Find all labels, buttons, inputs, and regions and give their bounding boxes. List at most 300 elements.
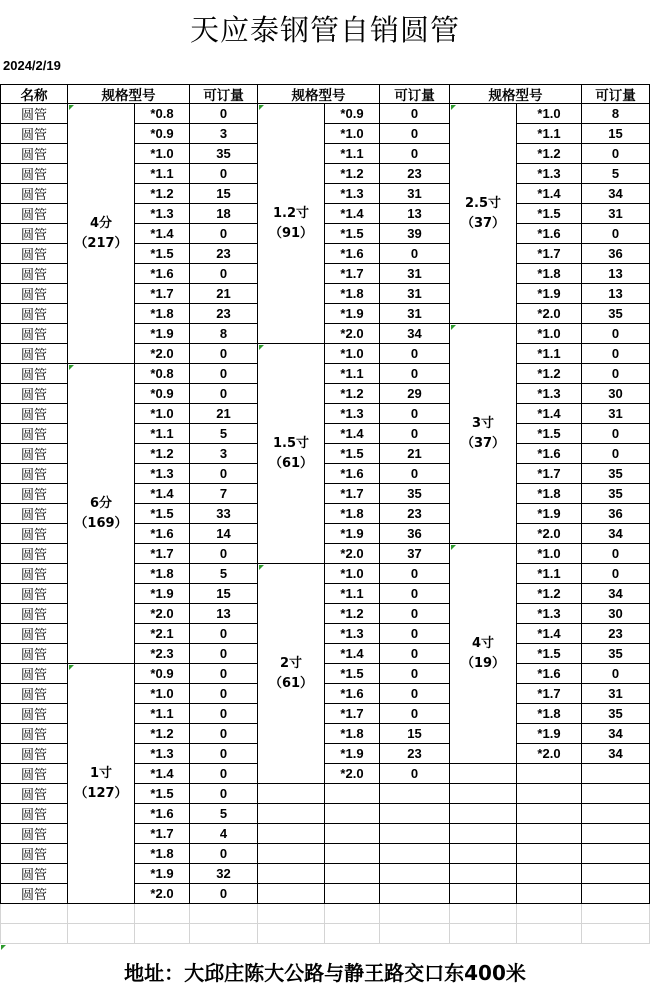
spec-cell: *1.8 bbox=[325, 724, 380, 744]
row-label: 圆管 bbox=[0, 704, 68, 724]
row-label: 圆管 bbox=[0, 744, 68, 764]
qty-cell: 0 bbox=[582, 564, 650, 584]
row-label: 圆管 bbox=[0, 864, 68, 884]
qty-cell: 4 bbox=[190, 824, 258, 844]
qty-cell: 0 bbox=[380, 584, 450, 604]
row-label: 圆管 bbox=[0, 764, 68, 784]
row-label: 圆管 bbox=[0, 724, 68, 744]
row-label: 圆管 bbox=[0, 684, 68, 704]
spec-cell: *1.8 bbox=[135, 844, 190, 864]
empty-cell bbox=[380, 884, 450, 904]
qty-cell: 0 bbox=[380, 564, 450, 584]
qty-cell: 0 bbox=[190, 724, 258, 744]
qty-cell: 23 bbox=[190, 244, 258, 264]
spec-cell: *1.7 bbox=[325, 264, 380, 284]
spec-cell: *1.2 bbox=[517, 144, 582, 164]
size-group-label: 3寸 bbox=[471, 415, 495, 431]
empty-cell bbox=[258, 784, 325, 804]
size-group bbox=[450, 544, 517, 764]
comment-marker-icon bbox=[451, 105, 456, 110]
qty-cell: 31 bbox=[582, 404, 650, 424]
empty-cell bbox=[517, 784, 582, 804]
spec-cell: *1.6 bbox=[325, 464, 380, 484]
spec-cell: *1.8 bbox=[135, 564, 190, 584]
row-label: 圆管 bbox=[0, 824, 68, 844]
row-label: 圆管 bbox=[0, 884, 68, 904]
qty-cell: 0 bbox=[190, 624, 258, 644]
qty-cell: 0 bbox=[380, 764, 450, 784]
spec-cell: *1.3 bbox=[135, 744, 190, 764]
spec-cell: *1.6 bbox=[135, 804, 190, 824]
empty-cell bbox=[450, 804, 517, 824]
grid-cell bbox=[190, 904, 258, 924]
spec-cell: *1.5 bbox=[135, 244, 190, 264]
spec-cell: *1.4 bbox=[517, 624, 582, 644]
spec-cell: *1.9 bbox=[517, 504, 582, 524]
empty-cell bbox=[582, 884, 650, 904]
row-label: 圆管 bbox=[0, 604, 68, 624]
empty-cell bbox=[450, 784, 517, 804]
spec-cell: *1.1 bbox=[325, 584, 380, 604]
qty-cell: 0 bbox=[582, 444, 650, 464]
size-group-total: （37） bbox=[460, 215, 506, 231]
empty-cell bbox=[450, 764, 517, 784]
spec-cell: *1.6 bbox=[135, 264, 190, 284]
grid-cell bbox=[582, 904, 650, 924]
header-spec: 规格型号 bbox=[450, 84, 582, 104]
spec-cell: *1.9 bbox=[135, 324, 190, 344]
empty-cell bbox=[517, 864, 582, 884]
spec-cell: *1.2 bbox=[517, 364, 582, 384]
qty-cell: 0 bbox=[582, 344, 650, 364]
spec-cell: *1.6 bbox=[325, 684, 380, 704]
qty-cell: 31 bbox=[380, 264, 450, 284]
size-group bbox=[258, 344, 325, 564]
spec-cell: *1.3 bbox=[325, 624, 380, 644]
grid-cell bbox=[380, 924, 450, 944]
qty-cell: 13 bbox=[582, 264, 650, 284]
spec-cell: *1.0 bbox=[135, 404, 190, 424]
empty-cell bbox=[380, 864, 450, 884]
spec-cell: *1.3 bbox=[135, 204, 190, 224]
spec-cell: *1.0 bbox=[517, 324, 582, 344]
spec-cell: *1.5 bbox=[517, 644, 582, 664]
spec-cell: *1.0 bbox=[135, 144, 190, 164]
header-spec: 规格型号 bbox=[68, 84, 190, 104]
qty-cell: 0 bbox=[380, 624, 450, 644]
size-group bbox=[68, 104, 135, 364]
qty-cell: 14 bbox=[190, 524, 258, 544]
size-group-total: （19） bbox=[460, 655, 506, 671]
qty-cell: 15 bbox=[190, 184, 258, 204]
spec-cell: *1.7 bbox=[517, 464, 582, 484]
empty-cell bbox=[380, 804, 450, 824]
grid-cell bbox=[450, 924, 517, 944]
qty-cell: 0 bbox=[190, 764, 258, 784]
qty-cell: 30 bbox=[582, 384, 650, 404]
grid-cell bbox=[325, 924, 380, 944]
row-label: 圆管 bbox=[0, 184, 68, 204]
qty-cell: 34 bbox=[582, 184, 650, 204]
spec-cell: *1.9 bbox=[325, 304, 380, 324]
qty-cell: 3 bbox=[190, 444, 258, 464]
grid-cell bbox=[68, 904, 135, 924]
qty-cell: 5 bbox=[190, 564, 258, 584]
spec-cell: *1.6 bbox=[325, 244, 380, 264]
qty-cell: 0 bbox=[380, 124, 450, 144]
spec-cell: *1.4 bbox=[325, 204, 380, 224]
spec-cell: *1.3 bbox=[325, 404, 380, 424]
header-spec: 规格型号 bbox=[258, 84, 380, 104]
spec-cell: *1.1 bbox=[517, 124, 582, 144]
qty-cell: 15 bbox=[582, 124, 650, 144]
size-group-label: 2.5寸 bbox=[464, 195, 502, 211]
qty-cell: 13 bbox=[380, 204, 450, 224]
row-label: 圆管 bbox=[0, 264, 68, 284]
spec-cell: *2.3 bbox=[135, 644, 190, 664]
grid-cell bbox=[190, 924, 258, 944]
header-qty: 可订量 bbox=[582, 84, 650, 104]
spec-cell: *1.5 bbox=[135, 784, 190, 804]
spec-cell: *1.4 bbox=[135, 764, 190, 784]
empty-cell bbox=[325, 844, 380, 864]
qty-cell: 0 bbox=[190, 884, 258, 904]
qty-cell: 7 bbox=[190, 484, 258, 504]
spec-cell: *1.5 bbox=[517, 204, 582, 224]
row-label: 圆管 bbox=[0, 144, 68, 164]
empty-cell bbox=[582, 764, 650, 784]
qty-cell: 31 bbox=[582, 204, 650, 224]
qty-cell: 35 bbox=[380, 484, 450, 504]
spec-cell: *1.0 bbox=[135, 684, 190, 704]
empty-cell bbox=[258, 824, 325, 844]
qty-cell: 0 bbox=[380, 664, 450, 684]
row-label: 圆管 bbox=[0, 644, 68, 664]
qty-cell: 0 bbox=[190, 224, 258, 244]
spec-cell: *1.7 bbox=[517, 684, 582, 704]
comment-marker-icon bbox=[259, 565, 264, 570]
qty-cell: 0 bbox=[380, 104, 450, 124]
qty-cell: 8 bbox=[582, 104, 650, 124]
qty-cell: 23 bbox=[380, 164, 450, 184]
size-group-label: 6分 bbox=[89, 495, 113, 511]
grid-cell bbox=[582, 924, 650, 944]
spec-cell: *1.2 bbox=[325, 604, 380, 624]
row-label: 圆管 bbox=[0, 844, 68, 864]
qty-cell: 5 bbox=[582, 164, 650, 184]
spec-cell: *1.2 bbox=[135, 444, 190, 464]
size-group-label: 2寸 bbox=[279, 655, 303, 671]
spec-cell: *1.9 bbox=[517, 724, 582, 744]
qty-cell: 0 bbox=[582, 144, 650, 164]
qty-cell: 15 bbox=[380, 724, 450, 744]
qty-cell: 0 bbox=[190, 744, 258, 764]
qty-cell: 31 bbox=[380, 284, 450, 304]
size-group bbox=[68, 664, 135, 904]
qty-cell: 0 bbox=[190, 664, 258, 684]
qty-cell: 21 bbox=[380, 444, 450, 464]
qty-cell: 0 bbox=[380, 144, 450, 164]
empty-cell bbox=[380, 844, 450, 864]
row-label: 圆管 bbox=[0, 544, 68, 564]
grid-cell bbox=[258, 904, 325, 924]
grid-cell bbox=[450, 904, 517, 924]
row-label: 圆管 bbox=[0, 804, 68, 824]
qty-cell: 23 bbox=[380, 744, 450, 764]
row-label: 圆管 bbox=[0, 444, 68, 464]
qty-cell: 0 bbox=[190, 344, 258, 364]
qty-cell: 34 bbox=[582, 744, 650, 764]
empty-cell bbox=[258, 884, 325, 904]
qty-cell: 0 bbox=[380, 704, 450, 724]
spec-cell: *1.5 bbox=[325, 664, 380, 684]
qty-cell: 29 bbox=[380, 384, 450, 404]
row-label: 圆管 bbox=[0, 584, 68, 604]
spec-cell: *1.3 bbox=[325, 184, 380, 204]
spec-cell: *1.7 bbox=[135, 544, 190, 564]
qty-cell: 30 bbox=[582, 604, 650, 624]
qty-cell: 21 bbox=[190, 284, 258, 304]
row-label: 圆管 bbox=[0, 784, 68, 804]
spec-cell: *1.0 bbox=[325, 564, 380, 584]
spec-cell: *2.0 bbox=[135, 604, 190, 624]
qty-cell: 13 bbox=[582, 284, 650, 304]
qty-cell: 31 bbox=[582, 684, 650, 704]
spec-cell: *1.3 bbox=[517, 604, 582, 624]
qty-cell: 0 bbox=[582, 664, 650, 684]
address-footer: 地址：大邱庄陈大公路与静王路交口东400米 bbox=[124, 961, 526, 985]
qty-cell: 0 bbox=[380, 364, 450, 384]
qty-cell: 0 bbox=[190, 544, 258, 564]
qty-cell: 13 bbox=[190, 604, 258, 624]
size-group-total: （169） bbox=[74, 515, 128, 531]
spec-cell: *1.0 bbox=[517, 104, 582, 124]
grid-cell bbox=[135, 904, 190, 924]
qty-cell: 35 bbox=[582, 644, 650, 664]
size-group bbox=[258, 564, 325, 784]
spec-cell: *1.3 bbox=[517, 384, 582, 404]
qty-cell: 33 bbox=[190, 504, 258, 524]
row-label: 圆管 bbox=[0, 484, 68, 504]
row-label: 圆管 bbox=[0, 424, 68, 444]
spec-cell: *1.1 bbox=[517, 564, 582, 584]
qty-cell: 35 bbox=[582, 484, 650, 504]
comment-marker-icon bbox=[259, 345, 264, 350]
spec-cell: *1.3 bbox=[517, 164, 582, 184]
qty-cell: 0 bbox=[190, 364, 258, 384]
qty-cell: 0 bbox=[582, 544, 650, 564]
qty-cell: 0 bbox=[380, 464, 450, 484]
empty-cell bbox=[258, 844, 325, 864]
grid-cell bbox=[325, 904, 380, 924]
qty-cell: 34 bbox=[380, 324, 450, 344]
empty-cell bbox=[450, 884, 517, 904]
row-label: 圆管 bbox=[0, 244, 68, 264]
qty-cell: 0 bbox=[582, 324, 650, 344]
size-group-label: 1.2寸 bbox=[272, 205, 310, 221]
empty-cell bbox=[582, 864, 650, 884]
spec-cell: *1.9 bbox=[517, 284, 582, 304]
spec-cell: *1.1 bbox=[135, 424, 190, 444]
spec-cell: *1.9 bbox=[135, 584, 190, 604]
header-qty: 可订量 bbox=[190, 84, 258, 104]
grid-cell bbox=[68, 924, 135, 944]
qty-cell: 23 bbox=[380, 504, 450, 524]
qty-cell: 36 bbox=[582, 244, 650, 264]
spec-cell: *0.8 bbox=[135, 364, 190, 384]
spec-cell: *1.8 bbox=[517, 704, 582, 724]
spec-cell: *1.1 bbox=[325, 364, 380, 384]
spec-cell: *1.4 bbox=[517, 184, 582, 204]
spec-cell: *0.9 bbox=[135, 384, 190, 404]
spec-cell: *1.7 bbox=[325, 704, 380, 724]
spec-cell: *1.4 bbox=[325, 424, 380, 444]
qty-cell: 0 bbox=[190, 644, 258, 664]
spec-cell: *1.4 bbox=[135, 484, 190, 504]
empty-cell bbox=[325, 804, 380, 824]
spec-cell: *0.9 bbox=[135, 664, 190, 684]
empty-cell bbox=[380, 824, 450, 844]
qty-cell: 0 bbox=[582, 364, 650, 384]
header-name: 名称 bbox=[0, 84, 68, 104]
qty-cell: 0 bbox=[190, 844, 258, 864]
empty-cell bbox=[258, 804, 325, 824]
spec-cell: *1.8 bbox=[325, 284, 380, 304]
comment-marker-icon bbox=[451, 545, 456, 550]
spec-cell: *1.2 bbox=[325, 164, 380, 184]
qty-cell: 0 bbox=[582, 424, 650, 444]
spec-cell: *1.5 bbox=[135, 504, 190, 524]
spec-cell: *1.4 bbox=[517, 404, 582, 424]
spec-cell: *2.0 bbox=[135, 884, 190, 904]
spec-cell: *2.1 bbox=[135, 624, 190, 644]
row-label: 圆管 bbox=[0, 504, 68, 524]
spec-cell: *1.7 bbox=[325, 484, 380, 504]
size-group bbox=[450, 104, 517, 324]
qty-cell: 35 bbox=[582, 464, 650, 484]
qty-cell: 23 bbox=[190, 304, 258, 324]
qty-cell: 0 bbox=[380, 684, 450, 704]
row-label: 圆管 bbox=[0, 564, 68, 584]
qty-cell: 35 bbox=[582, 304, 650, 324]
grid-cell bbox=[258, 924, 325, 944]
page-title: 天应泰钢管自销圆管 bbox=[189, 13, 460, 47]
spec-cell: *1.1 bbox=[135, 704, 190, 724]
row-label: 圆管 bbox=[0, 664, 68, 684]
empty-cell bbox=[517, 824, 582, 844]
spec-cell: *2.0 bbox=[325, 544, 380, 564]
spec-cell: *1.8 bbox=[325, 504, 380, 524]
qty-cell: 3 bbox=[190, 124, 258, 144]
empty-cell bbox=[582, 824, 650, 844]
spec-cell: *2.0 bbox=[517, 744, 582, 764]
row-label: 圆管 bbox=[0, 344, 68, 364]
size-group-total: （91） bbox=[268, 225, 314, 241]
size-group-total: （61） bbox=[268, 675, 314, 691]
size-group bbox=[68, 364, 135, 664]
spec-cell: *1.7 bbox=[135, 284, 190, 304]
size-group-total: （37） bbox=[460, 435, 506, 451]
size-group-total: （217） bbox=[74, 235, 128, 251]
spec-cell: *2.0 bbox=[135, 344, 190, 364]
empty-cell bbox=[517, 764, 582, 784]
empty-cell bbox=[325, 884, 380, 904]
spec-cell: *1.1 bbox=[325, 144, 380, 164]
row-label: 圆管 bbox=[0, 384, 68, 404]
spec-cell: *1.7 bbox=[135, 824, 190, 844]
row-label: 圆管 bbox=[0, 284, 68, 304]
empty-cell bbox=[450, 824, 517, 844]
size-group-label: 1寸 bbox=[89, 765, 113, 781]
spec-cell: *1.0 bbox=[325, 124, 380, 144]
empty-cell bbox=[517, 804, 582, 824]
qty-cell: 32 bbox=[190, 864, 258, 884]
qty-cell: 21 bbox=[190, 404, 258, 424]
spec-cell: *0.8 bbox=[135, 104, 190, 124]
empty-cell bbox=[325, 824, 380, 844]
spec-cell: *1.2 bbox=[325, 384, 380, 404]
qty-cell: 0 bbox=[380, 244, 450, 264]
empty-cell bbox=[582, 844, 650, 864]
qty-cell: 36 bbox=[380, 524, 450, 544]
qty-cell: 0 bbox=[190, 104, 258, 124]
grid-cell bbox=[380, 904, 450, 924]
row-label: 圆管 bbox=[0, 224, 68, 244]
size-group-total: （61） bbox=[268, 455, 314, 471]
comment-marker-icon bbox=[69, 665, 74, 670]
spec-cell: *1.9 bbox=[135, 864, 190, 884]
empty-cell bbox=[258, 864, 325, 884]
size-group bbox=[450, 324, 517, 544]
spec-cell: *0.9 bbox=[135, 124, 190, 144]
grid-cell bbox=[0, 904, 68, 924]
qty-cell: 8 bbox=[190, 324, 258, 344]
grid-cell bbox=[517, 904, 582, 924]
spec-cell: *1.3 bbox=[135, 464, 190, 484]
comment-marker-icon bbox=[451, 325, 456, 330]
spec-cell: *2.0 bbox=[517, 304, 582, 324]
empty-cell bbox=[450, 844, 517, 864]
row-label: 圆管 bbox=[0, 464, 68, 484]
qty-cell: 15 bbox=[190, 584, 258, 604]
row-label: 圆管 bbox=[0, 104, 68, 124]
spec-cell: *1.1 bbox=[517, 344, 582, 364]
empty-cell bbox=[380, 784, 450, 804]
spec-cell: *1.7 bbox=[517, 244, 582, 264]
qty-cell: 0 bbox=[190, 384, 258, 404]
spec-cell: *1.6 bbox=[517, 224, 582, 244]
row-label: 圆管 bbox=[0, 124, 68, 144]
empty-cell bbox=[582, 784, 650, 804]
qty-cell: 34 bbox=[582, 724, 650, 744]
row-label: 圆管 bbox=[0, 204, 68, 224]
spec-cell: *1.2 bbox=[517, 584, 582, 604]
spec-cell: *1.5 bbox=[517, 424, 582, 444]
qty-cell: 0 bbox=[380, 424, 450, 444]
qty-cell: 36 bbox=[582, 504, 650, 524]
qty-cell: 35 bbox=[190, 144, 258, 164]
spec-cell: *1.2 bbox=[135, 184, 190, 204]
empty-cell bbox=[325, 864, 380, 884]
stock-table bbox=[0, 84, 650, 944]
empty-cell bbox=[582, 804, 650, 824]
qty-cell: 0 bbox=[190, 264, 258, 284]
comment-marker-icon bbox=[259, 105, 264, 110]
qty-cell: 0 bbox=[380, 344, 450, 364]
spec-cell: *1.9 bbox=[325, 524, 380, 544]
date-label: 2024/2/19 bbox=[3, 58, 61, 73]
empty-cell bbox=[325, 784, 380, 804]
